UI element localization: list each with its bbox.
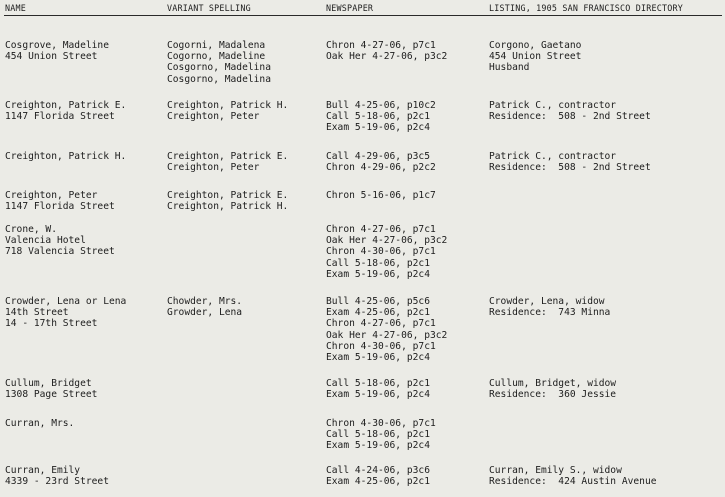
cell-newspaper (326, 40, 486, 62)
variant-line: Creighton, Patrick E. (167, 190, 289, 201)
cell-listing (489, 465, 723, 487)
newspaper-line: Exam 5-19-06, p2c4 (326, 268, 430, 280)
variant-line: Creighton, Patrick E. (167, 151, 289, 162)
name-line: 1147 Florida Street (5, 201, 115, 213)
newspaper-line: Chron 4-30-06, p7c1 (326, 418, 436, 429)
header-rule (4, 15, 722, 16)
listing-line: Residence: 743 Minna (489, 307, 611, 319)
variant-line: Creighton, Patrick H. (167, 100, 289, 111)
name-line: Crowder, Lena or Lena (5, 296, 127, 307)
cell-variant (167, 100, 322, 122)
newspaper-line: Call 5-18-06, p2c1 (326, 111, 430, 123)
name-line: Cullum, Bridget (5, 378, 92, 389)
name-line: Crone, W. (5, 224, 57, 235)
cell-name (5, 224, 160, 258)
name-line: Cosgrove, Madeline (5, 40, 109, 51)
name-line: 14th Street (5, 307, 69, 319)
header-variant (167, 3, 322, 15)
variant-line: Creighton, Peter (167, 162, 260, 174)
newspaper-line: Call 4-29-06, p3c5 (326, 151, 430, 162)
listing-line: Husband (489, 62, 530, 74)
newspaper-line: Chron 4-27-06, p7c1 (326, 318, 436, 330)
cell-name (5, 296, 160, 330)
variant-line: Chowder, Mrs. (167, 296, 243, 307)
cell-newspaper (326, 190, 486, 201)
name-line: Creighton, Peter (5, 190, 98, 201)
newspaper-line: Exam 5-19-06, p2c4 (326, 389, 430, 401)
variant-line: Cosgorno, Madelina (167, 73, 271, 85)
newspaper-line: Chron 4-29-06, p2c2 (326, 162, 436, 174)
listing-line: Residence: 508 - 2nd Street (489, 162, 651, 174)
variant-line: Creighton, Peter (167, 111, 260, 123)
cell-listing (489, 100, 723, 122)
name-line: 454 Union Street (5, 51, 98, 63)
name-line: Creighton, Patrick E. (5, 100, 127, 111)
name-line: 718 Valencia Street (5, 246, 115, 258)
newspaper-line: Call 5-18-06, p2c1 (326, 257, 430, 269)
listing-line: Curran, Emily S., widow (489, 465, 622, 476)
newspaper-line: Oak Her 4-27-06, p3c2 (326, 51, 448, 63)
cell-newspaper (326, 151, 486, 173)
cell-variant (167, 190, 322, 212)
variant-line: Cogorno, Madeline (167, 51, 266, 63)
cell-newspaper (326, 465, 486, 487)
name-line: Curran, Emily (5, 465, 81, 476)
header-listing (489, 3, 723, 15)
listing-line: Corgono, Gaetano (489, 40, 582, 51)
cell-name (5, 418, 160, 429)
name-line: 4339 - 23rd Street (5, 476, 109, 488)
newspaper-line: Call 4-24-06, p3c6 (326, 465, 430, 476)
name-line: Creighton, Patrick H. (5, 151, 127, 162)
cell-name (5, 151, 160, 162)
cell-newspaper (326, 418, 486, 452)
newspaper-line: Exam 4-25-06, p2c1 (326, 476, 430, 488)
cell-variant (167, 151, 322, 173)
header-name-label: NAME (5, 3, 26, 13)
cell-name (5, 190, 160, 212)
newspaper-line: Bull 4-25-06, p10c2 (326, 100, 436, 111)
listing-line: Crowder, Lena, widow (489, 296, 605, 307)
name-line: Valencia Hotel (5, 235, 86, 247)
newspaper-line: Chron 4-30-06, p7c1 (326, 340, 436, 352)
newspaper-line: Exam 5-19-06, p2c4 (326, 440, 430, 452)
cell-name (5, 40, 160, 62)
cell-listing (489, 378, 723, 400)
newspaper-line: Bull 4-25-06, p5c6 (326, 296, 430, 307)
newspaper-line: Exam 4-25-06, p2c1 (326, 307, 430, 319)
cell-listing (489, 151, 723, 173)
cell-variant (167, 40, 322, 85)
cell-newspaper (326, 378, 486, 400)
listing-line: Patrick C., contractor (489, 151, 617, 162)
newspaper-line: Chron 4-27-06, p7c1 (326, 224, 436, 235)
cell-newspaper (326, 100, 486, 134)
listing-line: Residence: 424 Austin Avenue (489, 476, 657, 488)
newspaper-line: Call 5-18-06, p2c1 (326, 429, 430, 441)
cell-newspaper (326, 224, 486, 280)
cell-listing (489, 296, 723, 318)
listing-line: Cullum, Bridget, widow (489, 378, 617, 389)
variant-line: Growder, Lena (167, 307, 243, 319)
cell-newspaper (326, 296, 486, 363)
newspaper-line: Exam 5-19-06, p2c4 (326, 351, 430, 363)
header-newspaper-label: NEWSPAPER (326, 3, 374, 13)
cell-name (5, 378, 160, 400)
name-line: 14 - 17th Street (5, 318, 98, 330)
name-line: 1147 Florida Street (5, 111, 115, 123)
cell-name (5, 465, 160, 487)
newspaper-line: Exam 5-19-06, p2c4 (326, 122, 430, 134)
header-newspaper (326, 3, 486, 15)
listing-line: 454 Union Street (489, 51, 582, 63)
header-variant-label: VARIANT SPELLING (167, 3, 251, 13)
variant-line: Creighton, Patrick H. (167, 201, 289, 213)
listing-line: Residence: 360 Jessie (489, 389, 617, 401)
newspaper-line: Chron 4-30-06, p7c1 (326, 246, 436, 258)
variant-line: Cogorni, Madalena (167, 40, 266, 51)
cell-name (5, 100, 160, 122)
header-name (5, 3, 160, 15)
name-line: Curran, Mrs. (5, 418, 75, 429)
variant-line: Cosgorno, Madelina (167, 62, 271, 74)
header-listing-label: LISTING, 1905 SAN FRANCISCO DIRECTORY (489, 3, 683, 13)
newspaper-line: Call 5-18-06, p2c1 (326, 378, 430, 389)
cell-listing (489, 40, 723, 74)
newspaper-line: Oak Her 4-27-06, p3c2 (326, 235, 448, 247)
newspaper-line: Oak Her 4-27-06, p3c2 (326, 329, 448, 341)
newspaper-line: Chron 4-27-06, p7c1 (326, 40, 436, 51)
listing-line: Residence: 508 - 2nd Street (489, 111, 651, 123)
cell-variant (167, 296, 322, 318)
listing-line: Patrick C., contractor (489, 100, 617, 111)
name-line: 1308 Page Street (5, 389, 98, 401)
newspaper-line: Chron 5-16-06, p1c7 (326, 190, 436, 201)
